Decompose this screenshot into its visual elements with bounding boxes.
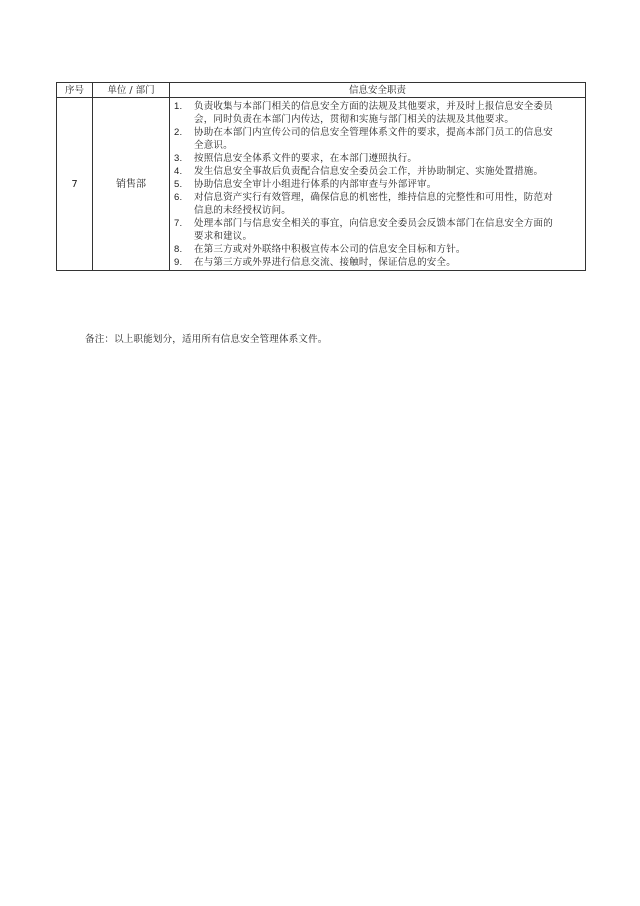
item-text: 对信息资产实行有效管理，确保信息的机密性，维持信息的完整性和可用性，防范对信息的未经授权访问。 (194, 192, 553, 216)
header-duty: 信息安全职责 (170, 83, 586, 98)
list-item (174, 217, 581, 243)
row-seq: 7 (57, 98, 93, 271)
item-text: 协助信息安全审计小组进行体系的内部审查与外部评审。 (194, 179, 437, 190)
security-duty-table (56, 82, 586, 271)
item-text: 发生信息安全事故后负责配合信息安全委员会工作，并协助制定、实施处置措施。 (194, 166, 544, 177)
list-item (174, 100, 581, 126)
item-text: 按照信息安全体系文件的要求，在本部门遵照执行。 (194, 153, 418, 164)
item-text: 协助在本部门内宣传公司的信息安全管理体系文件的要求，提高本部门员工的信息安全意识。 (194, 127, 553, 151)
header-seq: 序号 (57, 83, 93, 98)
list-item (174, 178, 581, 191)
duty-list (174, 100, 581, 269)
item-number: 6. (174, 192, 183, 203)
item-number: 3. (174, 153, 183, 164)
item-number: 8. (174, 244, 183, 255)
item-text: 负责收集与本部门相关的信息安全方面的法规及其他要求，并及时上报信息安全委员会，同时负责在本部门内传达，贯彻和实施与部门相关的法规及其他要求。 (194, 101, 553, 125)
item-text: 处理本部门与信息安全相关的事宜，向信息安全委员会反馈本部门在信息安全方面的要求和建议。 (194, 218, 553, 242)
row-unit: 销售部 (93, 98, 170, 271)
item-number: 7. (174, 218, 183, 229)
item-number: 9. (174, 257, 183, 268)
item-number: 4. (174, 166, 183, 177)
item-number: 2. (174, 127, 183, 138)
item-number: 5. (174, 179, 183, 190)
header-unit: 单位 / 部门 (93, 83, 170, 98)
list-item (174, 256, 581, 269)
item-number: 1. (174, 101, 183, 112)
row-duty-cell (170, 98, 586, 271)
footnote: 备注：以上职能划分，适用所有信息安全管理体系文件。 (85, 334, 328, 345)
list-item (174, 191, 581, 217)
table-row (57, 98, 586, 271)
list-item (174, 243, 581, 256)
list-item (174, 126, 581, 152)
list-item (174, 165, 581, 178)
list-item (174, 152, 581, 165)
item-text: 在第三方或对外联络中积极宣传本公司的信息安全目标和方针。 (194, 244, 466, 255)
item-text: 在与第三方或外界进行信息交流、接触时，保证信息的安全。 (194, 257, 456, 268)
table-header-row (57, 83, 586, 98)
